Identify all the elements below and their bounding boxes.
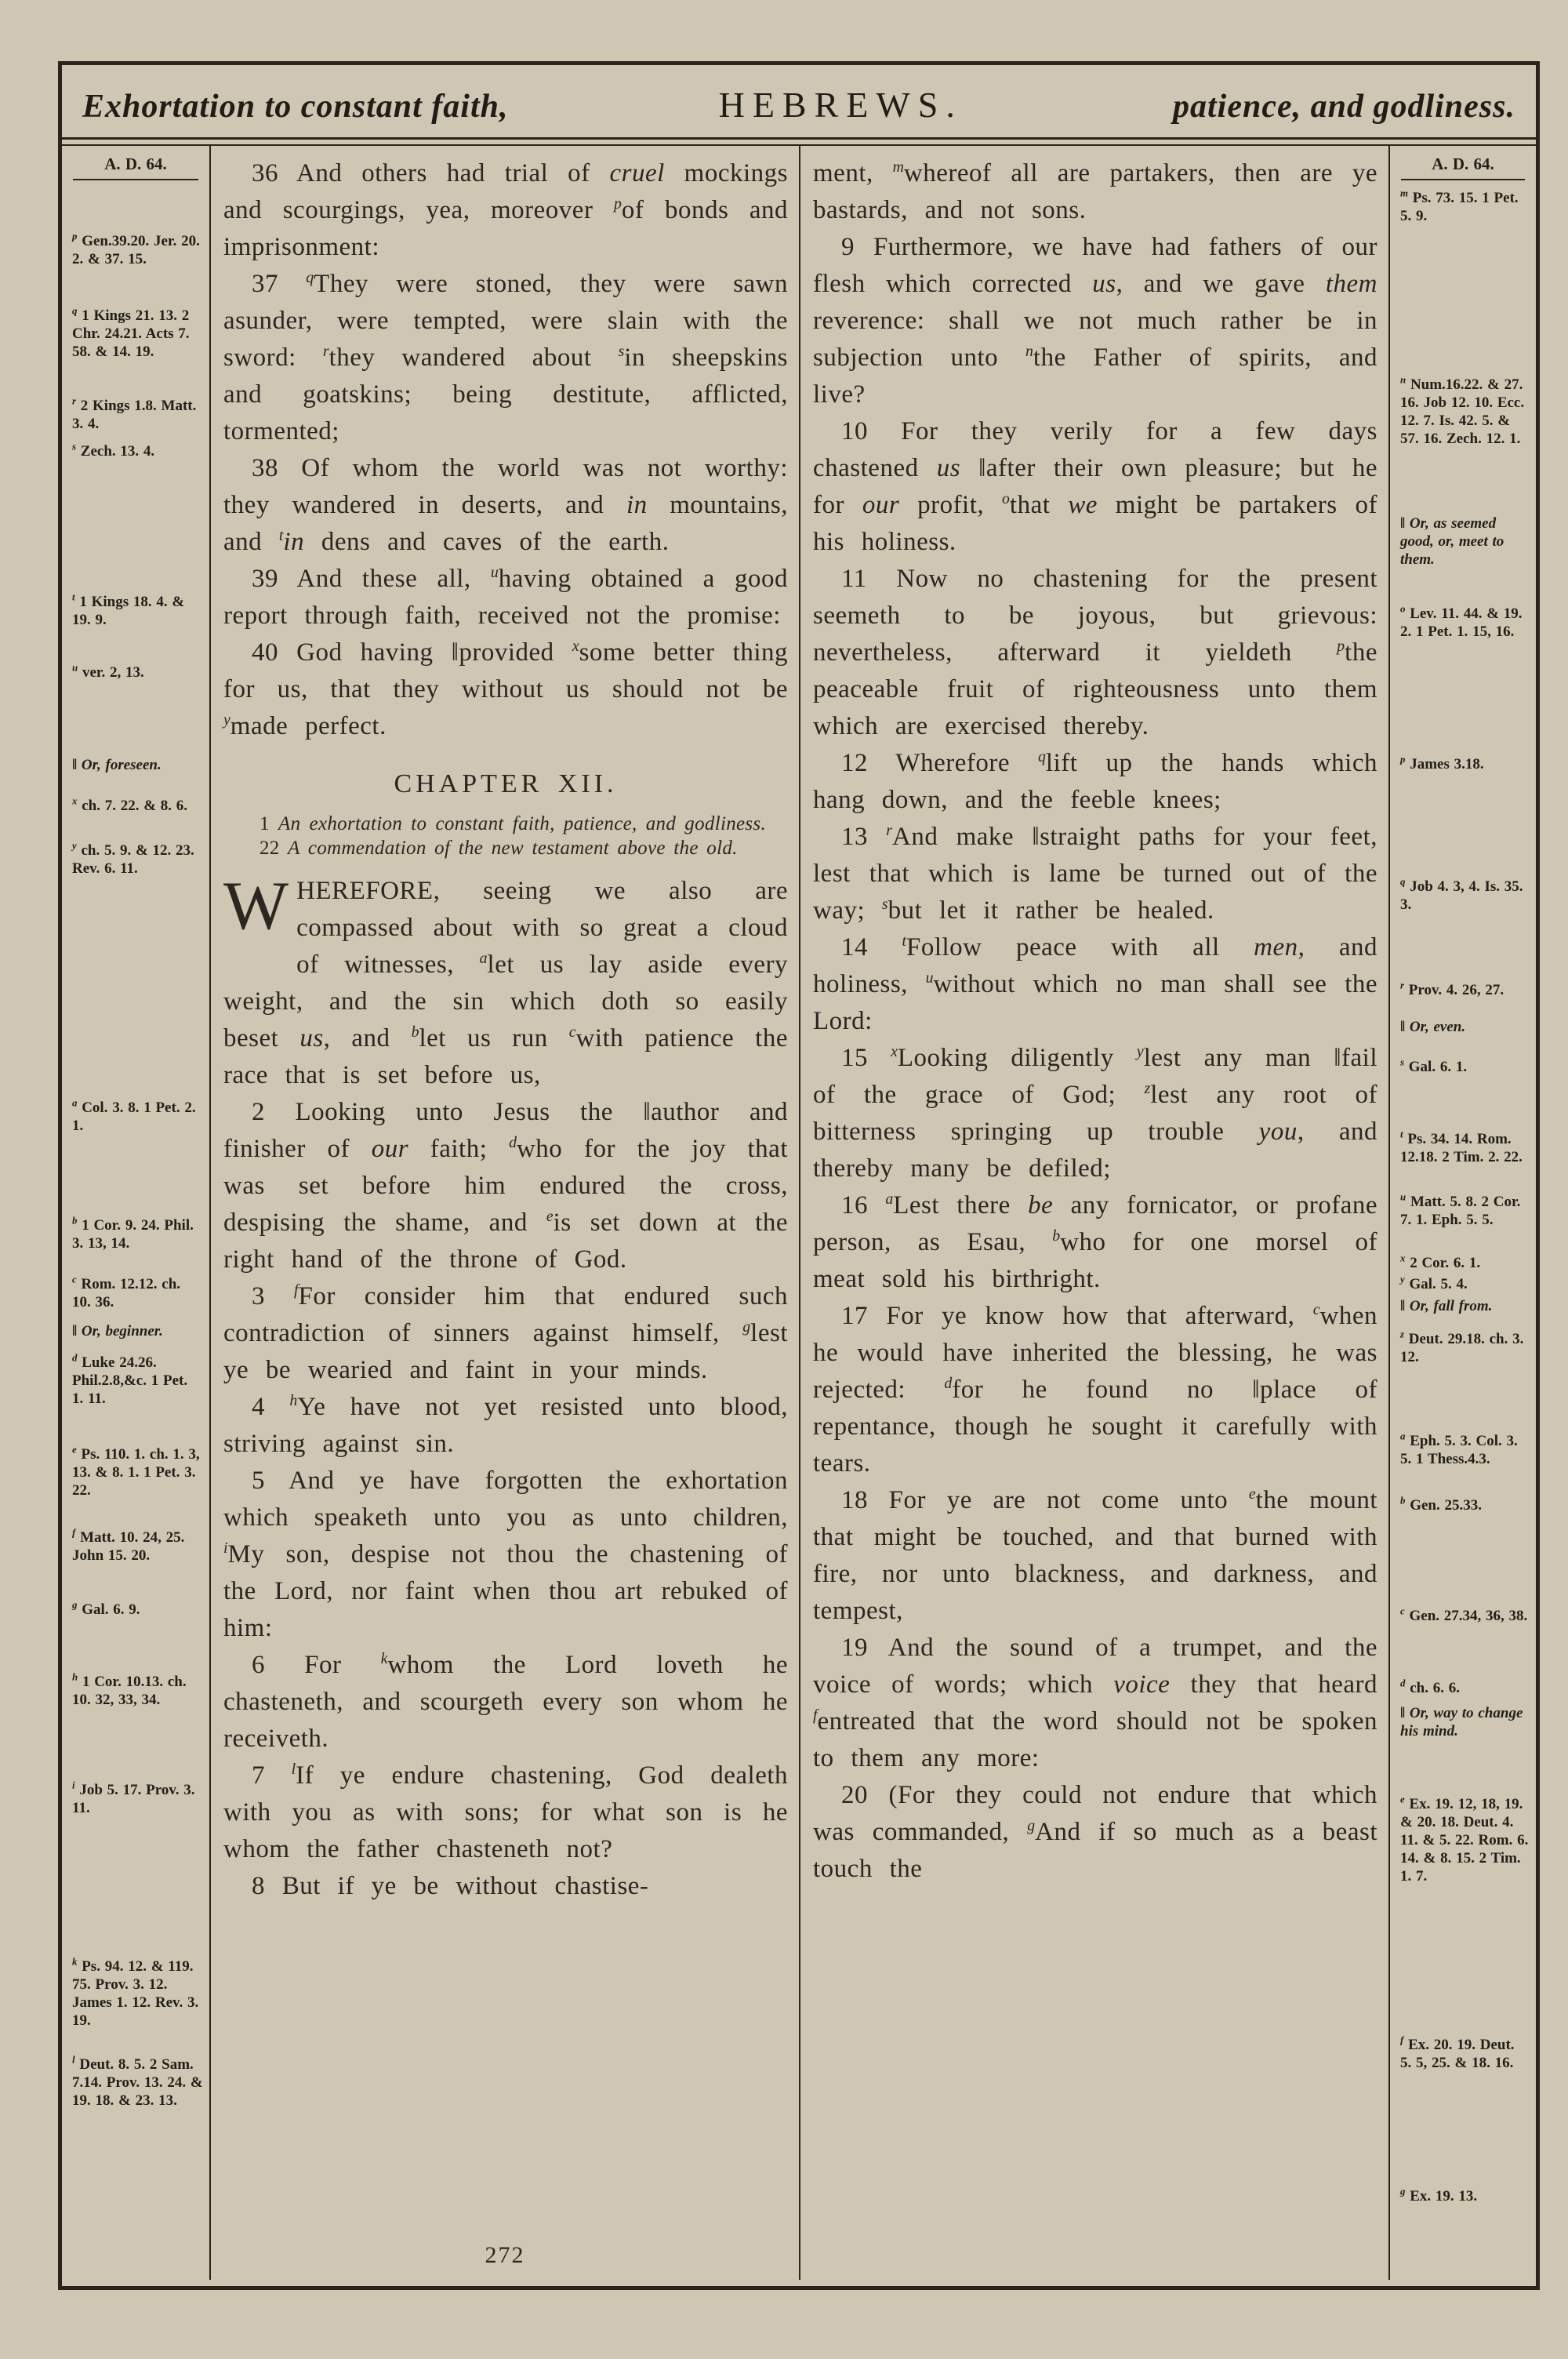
verse-40: 40 God having ‖provided $^x$some better thing for us, that they without us should not be $^y$made perfect. — [223, 638, 789, 740]
running-head-left: Exhortation to constant faith, — [82, 89, 509, 125]
margin-note: $^g$ Ex. 19. 13. — [1400, 2185, 1478, 2205]
margin-note: $^u$ Matt. 5. 8. 2 Cor. 7. 1. Eph. 5. 5. — [1400, 1190, 1521, 1228]
verse-38: 38 Of whom the world was not worthy: they wandered in deserts, and in mountains, and $^t$in dens and caves of the earth. — [223, 454, 789, 556]
margin-note: $^f$ Ex. 20. 19. Deut. 5. 5, 25. & 18. 16. — [1400, 2034, 1515, 2071]
margin-note: $^q$ 1 Kings 21. 13. 2 Chr. 24.21. Acts 7. 58. & 14. 19. — [72, 304, 190, 360]
margin-note: $^c$ Gen. 27.34, 36, 38. — [1400, 1605, 1528, 1624]
page-frame — [58, 61, 1540, 2290]
margin-note: $^p$ James 3.18. — [1400, 753, 1484, 772]
verse-14: 14 $^t$Follow peace with all men, and holiness, $^u$without which no man shall see the Lord: — [813, 932, 1378, 1035]
verse-1-text: HEREFORE, seeing we also are compassed about with so great a cloud of witnesses, $^a$let us lay aside every weight, and the sin which doth so easily beset us, and $^b$let us run $^c$with patience the race that is set before us, — [223, 877, 788, 1089]
margin-note: $^f$ Matt. 10. 24, 25. John 15. 20. — [72, 1526, 185, 1564]
margin-note: ‖ Or, beginner. — [72, 1323, 163, 1339]
verse-7: 7 $^l$If ye endure chastening, God dealeth with you as with sons; for what son is he whom the father chasteneth not? — [223, 1761, 789, 1863]
verse-12: 12 Wherefore $^q$lift up the hands which hang down, and the feeble knees; — [813, 748, 1377, 814]
margin-note: $^h$ 1 Cor. 10.13. ch. 10. 32, 33, 34. — [72, 1670, 187, 1708]
date-label: A. D. 64. — [73, 155, 198, 180]
margin-note: $^b$ 1 Cor. 9. 24. Phil. 3. 13, 14. — [72, 1214, 194, 1252]
text-column-1 — [211, 146, 799, 2280]
margin-note: $^q$ Job 4. 3, 4. Is. 35. 3. — [1400, 875, 1523, 913]
verse-17: 17 For ye know how that afterward, $^c$when he would have inherited the blessing, he was rejected: $^d$for he found no ‖place of repentance, though he sought it carefully with tears. — [813, 1301, 1377, 1478]
text-column-2 — [800, 146, 1388, 2280]
running-head-right: patience, and godliness. — [1172, 89, 1515, 125]
verse-10: 10 For they verily for a few days chastened us ‖after their own pleasure; but he for our profit, $^o$that we might be partakers of his holiness. — [813, 417, 1377, 556]
verse-8: 8 But if ye be without chastise- — [252, 1872, 649, 1900]
header-double-rule — [62, 137, 1536, 146]
verse-5: 5 And ye have forgotten the exhortation which speaketh unto you as unto children, $^i$My son, despise not thou the chastening of the Lord, nor faint when thou art rebuked of him: — [223, 1467, 788, 1642]
verse-8-continued: ment, $^m$whereof all are partakers, then are ye bastards, and not sons. — [813, 158, 1378, 224]
margin-note: $^e$ Ex. 19. 12, 18, 19. & 20. 18. Deut. 4. 11. & 5. 22. Rom. 6. 14. & 8. 15. 2 Tim. 1. 7. — [1400, 1793, 1529, 1885]
chapter-heading: CHAPTER XII. — [394, 769, 618, 798]
running-head — [62, 65, 1536, 137]
verse-11: 11 Now no chastening for the present seemeth to be joyous, but grievous: nevertheless, afterward it yieldeth $^p$the peaceable fruit of righteousness unto them which are exercised thereby. — [813, 565, 1377, 740]
verse-4: 4 $^h$Ye have not yet resisted unto blood, striving against sin. — [223, 1392, 788, 1458]
verse-20: 20 (For they could not endure that which was commanded, $^g$And if so much as a beast touch the — [813, 1781, 1377, 1883]
left-margin-references — [62, 146, 209, 2280]
verse-13: 13 $^r$And make ‖straight paths for your feet, lest that which is lame be turned out of the way; $^s$but let it rather be healed. — [813, 822, 1378, 925]
margin-note: $^g$ Gal. 6. 9. — [72, 1598, 140, 1618]
margin-note: $^e$ Ps. 110. 1. ch. 1. 3, 13. & 8. 1. 1 Pet. 3. 22. — [72, 1443, 200, 1499]
margin-note: $^i$ Job 5. 17. Prov. 3. 11. — [72, 1779, 195, 1816]
page-number: 272 — [485, 2242, 525, 2268]
margin-note: ‖ Or, as seemed good, or, meet to them. — [1400, 515, 1504, 568]
margin-note: $^s$ Zech. 13. 4. — [72, 440, 155, 460]
margin-note: $^s$ Gal. 6. 1. — [1400, 1056, 1468, 1075]
margin-note: $^r$ Prov. 4. 26, 27. — [1400, 979, 1504, 998]
chapter-summary: 1 An exhortation to constant faith, patience, and godliness. 22 A commendation of the new testament above the old. — [260, 813, 766, 859]
verse-9: 9 Furthermore, we have had fathers of our flesh which corrected us, and we gave them reverence: shall we not much rather be in subjection unto $^n$the Father of spirits, and live? — [813, 233, 1378, 409]
margin-note: ‖ Or, foreseen. — [72, 757, 162, 773]
margin-note: $^a$ Eph. 5. 3. Col. 3. 5. 1 Thess.4.3. — [1400, 1430, 1518, 1467]
verse-37: 37 $^q$They were stoned, they were sawn asunder, were tempted, were slain with the sword: $^r$they wandered about $^s$in sheepskins and goatskins; being destitute, afflicted, tormented; — [223, 269, 789, 445]
verse-39: 39 And these all, $^u$having obtained a good report through faith, received not the promise: — [223, 564, 788, 630]
margin-note: $^k$ Ps. 94. 12. & 119. 75. Prov. 3. 12. James 1. 12. Rev. 3. 19. — [72, 1955, 199, 2029]
page-columns — [62, 146, 1536, 2280]
running-head-book-title: HEBREWS. — [718, 85, 963, 125]
drop-cap-letter: W — [223, 868, 289, 944]
right-margin-references — [1390, 146, 1536, 2280]
margin-note: $^r$ 2 Kings 1.8. Matt. 3. 4. — [72, 394, 197, 432]
margin-note: $^l$ Deut. 8. 5. 2 Sam. 7.14. Prov. 13. 24. & 19. 18. & 23. 13. — [72, 2053, 203, 2109]
margin-note: $^y$ Gal. 5. 4. — [1400, 1273, 1468, 1292]
margin-note: $^a$ Col. 3. 8. 1 Pet. 2. 1. — [72, 1096, 196, 1134]
margin-note: $^u$ ver. 2, 13. — [72, 661, 144, 681]
margin-note: ‖ Or, fall from. — [1400, 1298, 1493, 1314]
margin-note: $^y$ ch. 5. 9. & 12. 23. Rev. 6. 11. — [72, 839, 194, 877]
margin-note: $^d$ ch. 6. 6. — [1400, 1677, 1460, 1696]
margin-note: $^b$ Gen. 25.33. — [1400, 1494, 1482, 1514]
margin-note: $^n$ Num.16.22. & 27. 16. Job 12. 10. Ecc. 12. 7. Is. 42. 5. & 57. 16. Zech. 12. 1. — [1400, 373, 1525, 447]
verse-36: 36 And others had trial of cruel mockings and scourgings, yea, moreover $^p$of bonds and imprisonment: — [223, 159, 789, 261]
margin-note: $^t$ Ps. 34. 14. Rom. 12.18. 2 Tim. 2. 22. — [1400, 1128, 1523, 1165]
verse-3: 3 $^f$For consider him that endured such contradiction of sinners against himself, $^g$lest ye be wearied and faint in your minds. — [223, 1281, 789, 1384]
verse-18: 18 For ye are not come unto $^e$the mount that might be touched, and that burned with fire, nor unto blackness, and darkness, and tempest, — [813, 1485, 1377, 1625]
margin-note: $^c$ Rom. 12.12. ch. 10. 36. — [72, 1273, 181, 1310]
margin-note: $^t$ 1 Kings 18. 4. & 19. 9. — [72, 591, 185, 628]
verse-6: 6 For $^k$whom the Lord loveth he chasteneth, and scourgeth every son whom he receiveth. — [223, 1650, 789, 1753]
margin-note: ‖ Or, way to change his mind. — [1400, 1705, 1523, 1739]
margin-note: $^x$ 2 Cor. 6. 1. — [1400, 1252, 1481, 1271]
margin-note: $^m$ Ps. 73. 15. 1 Pet. 5. 9. — [1400, 187, 1519, 224]
margin-note: $^d$ Luke 24.26. Phil.2.8,&c. 1 Pet. 1. 11. — [72, 1351, 188, 1407]
verse-1 — [223, 868, 788, 1094]
verse-16: 16 $^a$Lest there be any fornicator, or profane person, as Esau, $^b$who for one morsel of meat sold his birthright. — [813, 1190, 1377, 1293]
date-label: A. D. 64. — [1401, 155, 1525, 180]
margin-note: $^p$ Gen.39.20. Jer. 20. 2. & 37. 15. — [72, 230, 200, 267]
margin-note: $^x$ ch. 7. 22. & 8. 6. — [72, 794, 188, 814]
verse-19: 19 And the sound of a trumpet, and the voice of words; which voice they that heard $^f$entreated that the word should not be spoken to them any more: — [813, 1634, 1377, 1772]
margin-note: $^z$ Deut. 29.18. ch. 3. 12. — [1400, 1328, 1524, 1365]
margin-note: ‖ Or, even. — [1400, 1019, 1466, 1035]
margin-note: $^o$ Lev. 11. 44. & 19. 2. 1 Pet. 1. 15, 16. — [1400, 602, 1523, 640]
verse-2: 2 Looking unto Jesus the ‖author and finisher of our faith; $^d$who for the joy that was set before him endured the cross, despising the shame, and $^e$is set down at the right hand of the throne of God. — [223, 1098, 788, 1274]
verse-15: 15 $^x$Looking diligently $^y$lest any man ‖fail of the grace of God; $^z$lest any root of bitterness springing up trouble you, and thereby many be defiled; — [813, 1043, 1378, 1183]
